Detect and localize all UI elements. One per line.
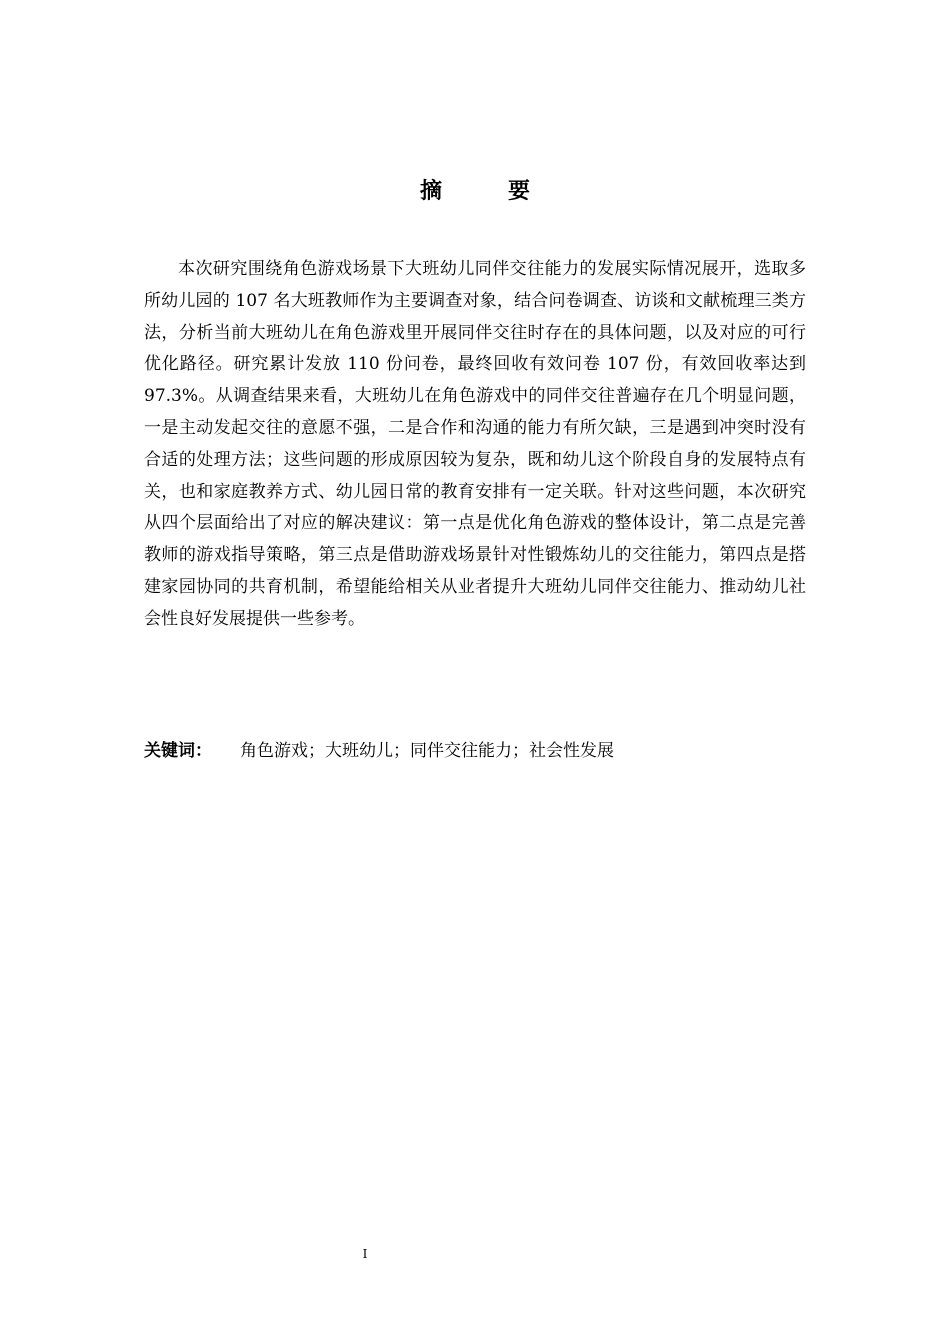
keywords-text: 角色游戏；大班幼儿；同伴交往能力；社会性发展: [240, 741, 614, 761]
keywords-line: [144, 736, 806, 767]
page-number: I: [362, 1247, 368, 1261]
page-title: 摘 要: [419, 179, 552, 204]
keywords-label: 关键词：: [144, 741, 212, 761]
abstract-paragraph: 本次研究围绕角色游戏场景下大班幼儿同伴交往能力的发展实际情况展开，选取多所幼儿园的 107 名大班教师作为主要调查对象，结合问卷调查、访谈和文献梳理三类方法，分析当前大班幼儿在角色游戏里开展同伴交往时存在的具体问题，以及对应的可行优化路径。研究累计发放 110 份问卷，最终回收有效问卷 107 份，有效回收率达到 97.3%。从调查结果来看，大班幼儿在角色游戏中的同伴交往普遍存在几个明显问题，一是主动发起交往的意愿不强，二是合作和沟通的能力有所欠缺，三是遇到冲突时没有合适的处理方法；这些问题的形成原因较为复杂，既和幼儿这个阶段自身的发展特点有关，也和家庭教养方式、幼儿园日常的教育安排有一定关联。针对这些问题，本次研究从四个层面给出了对应的解决建议：第一点是优化角色游戏的整体设计，第二点是完善教师的游戏指导策略，第三点是借助游戏场景针对性锻炼幼儿的交往能力，第四点是搭建家园协同的共育机制，希望能给相关从业者提升大班幼儿同伴交往能力、推动幼儿社会性良好发展提供一些参考。: [144, 259, 806, 629]
